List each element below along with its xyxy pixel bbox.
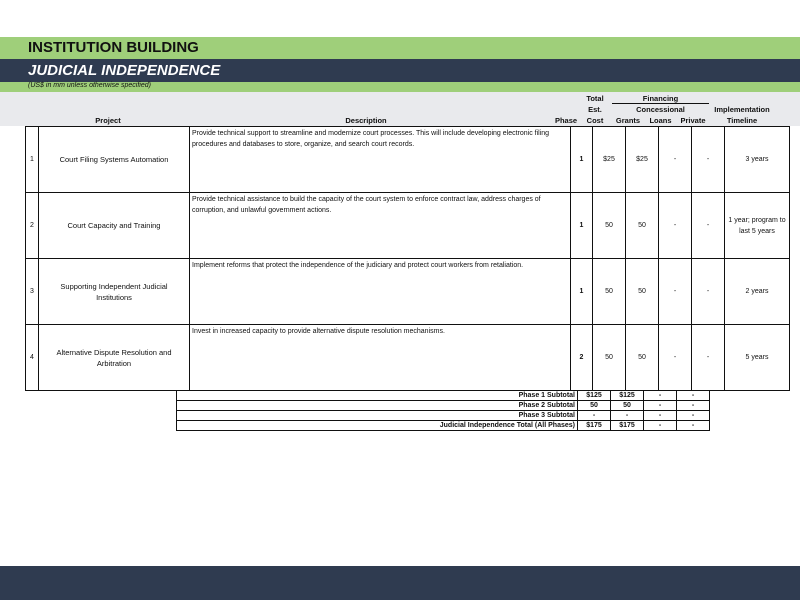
subtotal-row <box>177 411 710 421</box>
project-name: Court Filing Systems Automation <box>39 127 190 193</box>
project-phase: 1 <box>571 193 593 259</box>
subsection-title: JUDICIAL INDEPENDENCE <box>28 62 221 79</box>
project-grants: 50 <box>626 259 659 325</box>
project-description: Invest in increased capacity to provide alternative dispute resolution mechanisms. <box>190 325 571 391</box>
table-row <box>26 193 790 259</box>
project-loans: - <box>659 127 692 193</box>
project-loans: - <box>659 325 692 391</box>
project-name: Court Capacity and Training <box>39 193 190 259</box>
project-grants: 50 <box>626 193 659 259</box>
header-grants: Grants <box>615 116 641 125</box>
subtotal-private: - <box>677 401 710 411</box>
project-phase: 1 <box>571 259 593 325</box>
project-description: Implement reforms that protect the independence of the judiciary and protect court workers from retaliation. <box>190 259 571 325</box>
project-description: Provide technical assistance to build the capacity of the court system to enforce contract law, address charges of corruption, and unlawful government actions. <box>190 193 571 259</box>
subtotals-table <box>176 390 710 431</box>
subtotal-row <box>177 401 710 411</box>
row-number: 3 <box>26 259 39 325</box>
project-phase: 2 <box>571 325 593 391</box>
project-cost: 50 <box>593 193 626 259</box>
project-timeline: 5 years <box>725 325 790 391</box>
subtotal-row <box>177 391 710 401</box>
subsection-title-band <box>0 59 800 82</box>
header-private: Private <box>680 116 706 125</box>
units-note: (US$ in mm unless otherwise specified) <box>28 82 151 89</box>
total-label: Judicial Independence Total (All Phases) <box>177 421 578 431</box>
project-cost: 50 <box>593 325 626 391</box>
project-phase: 1 <box>571 127 593 193</box>
header-total-cost-1: Total <box>586 94 604 103</box>
projects-table <box>25 126 790 391</box>
section-title-band <box>0 37 800 59</box>
subtotal-grants: - <box>611 411 644 421</box>
project-cost: $25 <box>593 127 626 193</box>
project-private: - <box>692 193 725 259</box>
header-loans: Loans <box>649 116 672 125</box>
header-description: Description <box>345 116 387 125</box>
row-number: 4 <box>26 325 39 391</box>
total-row <box>177 421 710 431</box>
table-row <box>26 127 790 193</box>
project-timeline: 2 years <box>725 259 790 325</box>
project-private: - <box>692 325 725 391</box>
project-description: Provide technical support to streamline and modernize court processes. This will include developing electronic filing procedures and databases to store, organize, and search court records. <box>190 127 571 193</box>
row-number: 2 <box>26 193 39 259</box>
header-total-cost-3: Cost <box>586 116 604 125</box>
header-financing: Financing <box>642 94 679 103</box>
header-project: Project <box>95 116 121 125</box>
project-grants: $25 <box>626 127 659 193</box>
project-private: - <box>692 259 725 325</box>
subtotal-cost: $125 <box>578 391 611 401</box>
subtotal-loans: - <box>644 391 677 401</box>
total-private: - <box>677 421 710 431</box>
subtotal-private: - <box>677 391 710 401</box>
project-loans: - <box>659 259 692 325</box>
total-cost: $175 <box>578 421 611 431</box>
header-total-cost-2: Est. <box>588 105 602 114</box>
project-grants: 50 <box>626 325 659 391</box>
header-phase: Phase <box>554 116 578 125</box>
project-timeline: 3 years <box>725 127 790 193</box>
table-row <box>26 325 790 391</box>
project-loans: - <box>659 193 692 259</box>
subtotal-label: Phase 2 Subtotal <box>177 401 578 411</box>
header-timeline-2: Timeline <box>726 116 758 125</box>
total-loans: - <box>644 421 677 431</box>
subtotal-loans: - <box>644 401 677 411</box>
footer-band <box>0 566 800 600</box>
subtotal-cost: 50 <box>578 401 611 411</box>
total-grants: $175 <box>611 421 644 431</box>
project-cost: 50 <box>593 259 626 325</box>
project-name: Supporting Independent Judicial Institutions <box>39 259 190 325</box>
subtotal-cost: - <box>578 411 611 421</box>
table-row <box>26 259 790 325</box>
subtotal-private: - <box>677 411 710 421</box>
row-number: 1 <box>26 127 39 193</box>
units-note-band <box>0 82 800 92</box>
subtotal-grants: $125 <box>611 391 644 401</box>
subtotal-label: Phase 3 Subtotal <box>177 411 578 421</box>
subtotal-grants: 50 <box>611 401 644 411</box>
project-timeline: 1 year; program to last 5 years <box>725 193 790 259</box>
subtotal-loans: - <box>644 411 677 421</box>
header-timeline-1: Implementation <box>714 105 770 114</box>
project-private: - <box>692 127 725 193</box>
header-concessional: Concessional <box>636 105 685 114</box>
project-name: Alternative Dispute Resolution and Arbitration <box>39 325 190 391</box>
section-title: INSTITUTION BUILDING <box>28 39 199 56</box>
subtotal-label: Phase 1 Subtotal <box>177 391 578 401</box>
